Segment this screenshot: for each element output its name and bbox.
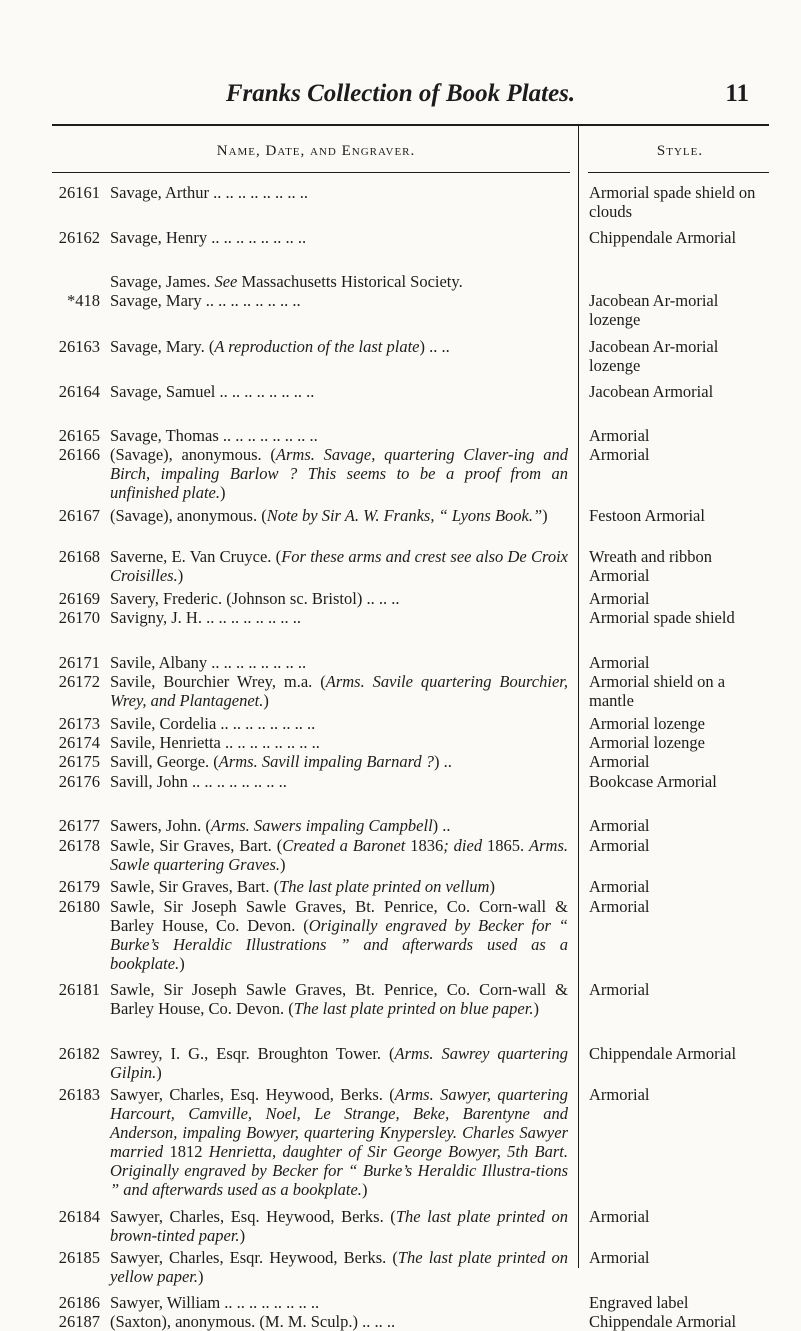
entry-number: 26163 bbox=[58, 336, 100, 356]
entry-text-segment: ) bbox=[263, 690, 269, 710]
entry-text-segment: Sawrey, I. G., Esqr. Broughton Tower. ( bbox=[110, 1043, 395, 1063]
entry-text-segment: Sawers, John. ( bbox=[110, 816, 211, 836]
entry-text bbox=[110, 228, 568, 247]
entry-style: Jacobean Ar-morial lozenge bbox=[589, 291, 719, 330]
entry-text-segment: Arms. Savill impaling Barnard ? bbox=[218, 752, 435, 772]
entry-text-segment: Arms. Savage, quartering Claver-ing and Birch, impaling Barlow ? This seems to be a proof from an unfinished plate. bbox=[110, 445, 568, 503]
entry-number: 26172 bbox=[58, 671, 100, 691]
entry-text-segment: ) bbox=[156, 1062, 162, 1082]
entry-text-segment: (Savage), anonymous. ( bbox=[110, 445, 276, 465]
entry-text-segment: ) bbox=[489, 877, 495, 897]
entry-number: 26178 bbox=[58, 835, 100, 855]
entry-style: Armorial bbox=[589, 426, 650, 446]
entry-text-segment: ) .. bbox=[432, 816, 451, 836]
entry-style: Armorial bbox=[589, 835, 650, 855]
entry-text bbox=[110, 714, 568, 733]
entry-text-segment: ; died bbox=[443, 835, 483, 855]
entry-text bbox=[110, 752, 568, 771]
entry-text bbox=[110, 897, 568, 973]
entry-text-segment: The last plate printed on brown-tinted paper. bbox=[110, 1207, 569, 1246]
entry-text-segment: Sawle, Sir Graves, Bart. ( bbox=[110, 877, 280, 897]
entry-style: Chippendale Armorial bbox=[589, 1043, 737, 1063]
entry-text-segment: ) bbox=[198, 1267, 204, 1287]
entry-text-segment: 1812 bbox=[163, 1142, 209, 1162]
entry-number: 26176 bbox=[58, 771, 100, 791]
entry-text-segment: Arms. Savile quartering Bourchier, Wrey, and Plantagenet. bbox=[110, 671, 568, 710]
entry-text-segment: Created a Baronet bbox=[282, 835, 406, 855]
entry-number: 26183 bbox=[58, 1085, 100, 1105]
entry-text-segment: Saverne, E. Van Cruyce. ( bbox=[110, 547, 282, 567]
entry-text bbox=[110, 1248, 568, 1286]
entry-text-segment: Arms. Sawers impaling Campbell bbox=[210, 816, 433, 836]
entry-style: Armorial bbox=[589, 896, 650, 916]
column-header-style: Style. bbox=[656, 143, 704, 159]
top-rule bbox=[52, 124, 769, 126]
entry-text-segment: Savery, Frederic. (Johnson sc. Bristol) .. .. .. bbox=[110, 588, 400, 608]
entry-style: Armorial bbox=[589, 816, 650, 836]
entry-text-segment: Savill, George. ( bbox=[110, 752, 219, 772]
entry-text bbox=[110, 1207, 568, 1245]
entry-text-segment: Savile, Bourchier Wrey, m.a. ( bbox=[110, 671, 326, 691]
page-number: 11 bbox=[725, 80, 749, 107]
entry-style: Wreath and ribbon Armorial bbox=[589, 547, 713, 586]
header-rule-left bbox=[52, 172, 570, 173]
entry-style: Jacobean Armorial bbox=[589, 381, 714, 401]
entry-number: 26169 bbox=[58, 588, 100, 608]
entry-number: 26180 bbox=[58, 896, 100, 916]
entry-text-segment: Massachusetts Historical Society. bbox=[237, 272, 463, 292]
entry-text-segment: Sawle, Sir Graves, Bart. ( bbox=[110, 835, 283, 855]
entry-text-segment: ) bbox=[542, 506, 548, 526]
entry-text bbox=[110, 272, 568, 291]
entry-number: *418 bbox=[67, 291, 100, 311]
header-rule-right bbox=[588, 172, 769, 173]
entry-number: 26175 bbox=[58, 752, 100, 772]
entry-text-segment: Savill, John .. .. .. .. .. .. .. .. bbox=[110, 771, 287, 791]
entry-text-segment: ) bbox=[280, 854, 286, 874]
entry-text bbox=[110, 772, 568, 791]
entry-style: Armorial bbox=[589, 1085, 650, 1105]
entry-text-segment: ) bbox=[179, 953, 185, 973]
entry-text-segment: Note by Sir A. W. Franks, “ Lyons Book.” bbox=[266, 506, 543, 526]
entry-text-segment: Originally engraved by Becker for “ Burke’s Heraldic Illustrations ” and afterwards used as a bookplate. bbox=[110, 915, 568, 973]
entry-text-segment: The last plate printed on yellow paper. bbox=[110, 1248, 568, 1287]
entry-text bbox=[110, 1312, 568, 1331]
entry-text bbox=[110, 836, 568, 874]
entry-number: 26168 bbox=[58, 547, 100, 567]
entry-style: Armorial spade shield bbox=[589, 608, 735, 628]
entry-style: Festoon Armorial bbox=[589, 506, 705, 526]
entry-style: Jacobean Ar-morial lozenge bbox=[589, 336, 719, 375]
entry-text bbox=[110, 183, 568, 202]
entry-text bbox=[110, 608, 568, 627]
entry-style: Armorial lozenge bbox=[589, 732, 705, 752]
entry-number: 26182 bbox=[58, 1043, 100, 1063]
entry-text-segment: Henrietta, daughter of Sir George Bowyer, 5th Bart. Originally engraved by Becker for “ Burke’s Heraldic Illustra-tions ” and afterwards used as a bookplate. bbox=[110, 1142, 568, 1200]
entry-number: 26165 bbox=[58, 426, 100, 446]
entry-text bbox=[110, 445, 568, 502]
entry-text bbox=[110, 877, 568, 896]
entry-number: 26167 bbox=[58, 506, 100, 526]
entry-text-segment: Savage, Henry .. .. .. .. .. .. .. .. bbox=[110, 227, 307, 247]
entry-text-segment: Savage, Samuel .. .. .. .. .. .. .. .. bbox=[110, 381, 315, 401]
entry-text-segment: The last plate printed on blue paper. bbox=[293, 998, 534, 1018]
entry-text-segment: ) bbox=[533, 998, 539, 1018]
entry-style: Armorial bbox=[589, 1248, 650, 1268]
entry-text bbox=[110, 816, 568, 835]
entry-number: 26187 bbox=[58, 1312, 100, 1331]
column-divider bbox=[578, 126, 579, 1268]
entry-text bbox=[110, 1044, 568, 1082]
entry-text-segment: A reproduction of the last plate bbox=[214, 336, 420, 356]
entry-text bbox=[110, 589, 568, 608]
entry-number: 26179 bbox=[58, 877, 100, 897]
entry-style: Armorial bbox=[589, 877, 650, 897]
entry-text-segment: Arms. Sawyer, quartering Harcourt, Camville, Noel, Le Strange, Beke, Barentyne and Anderson, impaling Bowyer, quartering Knypersley. Charles Sawyer married bbox=[110, 1085, 568, 1162]
entry-number: 26171 bbox=[58, 652, 100, 672]
entry-number: 26164 bbox=[58, 381, 100, 401]
entry-number: 26186 bbox=[58, 1292, 100, 1312]
entry-text bbox=[110, 1293, 568, 1312]
entry-text-segment: ) bbox=[220, 483, 226, 503]
entry-text-segment: (Saxton), anonymous. (M. M. Sculp.) .. .. .. bbox=[110, 1312, 396, 1331]
entry-text-segment: 1865. bbox=[482, 835, 530, 855]
entry-text-segment: Savile, Albany .. .. .. .. .. .. .. .. bbox=[110, 652, 307, 672]
entry-text-segment: For these arms and crest see also De Croix Croisilles. bbox=[110, 547, 568, 586]
entry-number: 26185 bbox=[58, 1248, 100, 1268]
entry-text bbox=[110, 506, 568, 525]
entry-style: Bookcase Armorial bbox=[589, 771, 717, 791]
entry-text-segment: Sawyer, William .. .. .. .. .. .. .. .. bbox=[110, 1292, 320, 1312]
entry-text-segment: Savage, James. bbox=[110, 272, 215, 292]
running-title: Franks Collection of Book Plates. bbox=[225, 80, 576, 107]
entry-text bbox=[110, 672, 568, 710]
column-header-name: Name, Date, and Engraver. bbox=[216, 143, 416, 159]
entry-text bbox=[110, 337, 568, 356]
entry-style: Armorial shield on a mantle bbox=[589, 671, 726, 710]
entry-style: Armorial bbox=[589, 752, 650, 772]
entry-text bbox=[110, 547, 568, 585]
entry-text-segment: Sawyer, Charles, Esqr. Heywood, Berks. ( bbox=[110, 1248, 398, 1268]
entry-text-segment: Savage, Mary. ( bbox=[110, 336, 215, 356]
entry-style: Armorial bbox=[589, 652, 650, 672]
entry-text bbox=[110, 1085, 568, 1199]
entry-style: Chippendale Armorial bbox=[589, 1312, 737, 1331]
entry-number: 26170 bbox=[58, 608, 100, 628]
entry-text-segment: ) bbox=[361, 1180, 368, 1200]
entry-style: Chippendale Armorial bbox=[589, 227, 737, 247]
entry-text-segment: Arms. Sawrey quartering Gilpin. bbox=[110, 1043, 568, 1082]
entry-text-segment: ) bbox=[239, 1226, 246, 1246]
entry-text-segment: Sawle, Sir Joseph Sawle Graves, Bt. Penrice, Co. Corn-wall & Barley House, Co. Devon. ( bbox=[110, 896, 568, 935]
entry-text bbox=[110, 426, 568, 445]
entry-number: 26174 bbox=[58, 732, 100, 752]
entry-number: 26173 bbox=[58, 713, 100, 733]
entry-text bbox=[110, 382, 568, 401]
entry-text-segment: 1836 bbox=[405, 835, 444, 855]
entry-style: Armorial spade shield on clouds bbox=[589, 183, 756, 222]
entry-text bbox=[110, 980, 568, 1018]
entry-text-segment: Sawyer, Charles, Esq. Heywood, Berks. ( bbox=[110, 1085, 395, 1105]
entry-style: Armorial bbox=[589, 1207, 650, 1227]
entry-text-segment: Sawyer, Charles, Esq. Heywood, Berks. ( bbox=[110, 1207, 396, 1227]
entry-text-segment: ) .. .. bbox=[419, 336, 450, 356]
entry-style: Armorial bbox=[589, 588, 650, 608]
entry-text-segment: Savile, Cordelia .. .. .. .. .. .. .. .. bbox=[110, 713, 316, 733]
entry-number: 26161 bbox=[58, 183, 100, 203]
entry-number: 26184 bbox=[58, 1207, 100, 1227]
entry-text-segment: Savage, Arthur .. .. .. .. .. .. .. .. bbox=[110, 183, 308, 203]
entry-text bbox=[110, 653, 568, 672]
entry-text-segment: Savigny, J. H. .. .. .. .. .. .. .. .. bbox=[110, 608, 301, 628]
entry-text-segment: See bbox=[214, 272, 238, 292]
entry-text-segment: Arms. Sawle quartering Graves. bbox=[110, 835, 568, 874]
entry-text-segment: Savage, Mary .. .. .. .. .. .. .. .. bbox=[110, 291, 301, 311]
entry-text-segment: ) bbox=[177, 566, 184, 586]
entry-text-segment: Sawle, Sir Joseph Sawle Graves, Bt. Penrice, Co. Corn-wall & Barley House, Co. Devon. ( bbox=[110, 979, 568, 1018]
entry-text bbox=[110, 291, 568, 310]
entry-style: Armorial lozenge bbox=[589, 713, 705, 733]
entry-number: 26166 bbox=[58, 445, 100, 465]
entry-text-segment: (Savage), anonymous. ( bbox=[110, 506, 267, 526]
entry-text-segment: The last plate printed on vellum bbox=[279, 877, 490, 897]
entry-text-segment: ) .. bbox=[434, 752, 452, 772]
entry-style: Armorial bbox=[589, 979, 650, 999]
entry-number: 26177 bbox=[58, 816, 100, 836]
entry-number: 26162 bbox=[58, 227, 100, 247]
entry-style: Engraved label bbox=[589, 1292, 689, 1312]
entry-number: 26181 bbox=[58, 979, 100, 999]
entry-text-segment: Savile, Henrietta .. .. .. .. .. .. .. .. bbox=[110, 732, 320, 752]
entry-style: Armorial bbox=[589, 445, 650, 465]
entry-text-segment: Savage, Thomas .. .. .. .. .. .. .. .. bbox=[110, 426, 318, 446]
entry-text bbox=[110, 733, 568, 752]
